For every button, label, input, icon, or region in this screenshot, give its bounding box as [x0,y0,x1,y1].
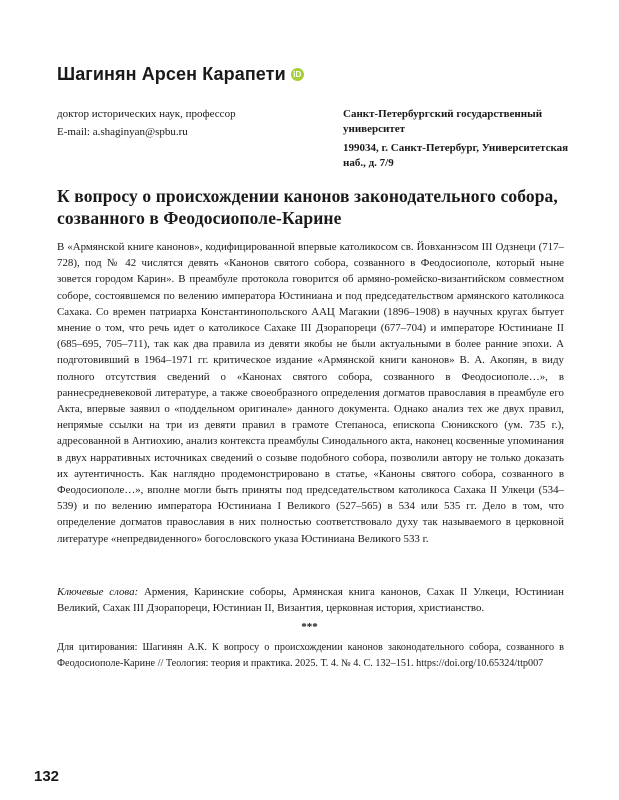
article-title: К вопросу о происхождении канонов законодательного собора, созванного в Феодосиополе-Карине [57,185,572,229]
author-degree: доктор исторических наук, профессор [57,107,236,122]
keywords-text: Армения, Каринские соборы, Армянская книга канонов, Сахак II Улкеци, Юстиниан Великий, Сахак III Дзорапореци, Юстиниан II, Византия, церковная история, христианство. [57,586,564,614]
page-number: 132 [34,768,59,785]
citation: Для цитирования: Шагинян А.К. К вопросу о происхождении канонов законодательного собора, созванного в Феодосиополе-Карине // Теология: теория и практика. 2025. Т. 4. № 4. С. 132–151. https://doi.org/10.65324/ttp007 [57,640,564,672]
section-separator: *** [0,621,619,633]
author-name-text: Шагинян Арсен Карапети [57,64,286,84]
keywords-label: Ключевые слова: [57,586,138,598]
abstract-text: В «Армянской книге канонов», кодифицированной впервые католикосом св. Йовханнэсом III Одзнеци (717–728), под № 42 числятся девять «Канонов святого собора, созванного в Феодосиополе, который ныне зовется городом Карин». В преамбуле протокола говорится об армяно-ромейско-византийском совместном соборе, состоявшемся по велению императора Юстиниана и под председательством армянского католикоса Сахака. Со времен патриарха Константинопольского ААЦ Магакии (1896–1908) в научных кругах бытует мнение о том, что речь идет о католикосе Сахаке III Дзорапореци (677–704) и императоре Юстиниане II (685–695, 705–711), так как два правила из девяти якобы не были актуальными в более ранние эпохи. А подготовивший в 1964–1971 гг. критическое издание «Армянской книги канонов» В. А. Акопян, в виду полного отсутствия сведений о «Канонах святого собора, созванного в Феодосиополе…», в раннесредневековой литературе, а также своеобразного определения догматов православия в преамбуле его Акта, впервые заявил о «поддельном оригинале» данного документа. Однако анализ тех же двух правил, непрямые ссылки на три из девяти правил в грамоте Степаноса, епископа Сюникского (ум. 735 г.), адресованной в Антиохию, анализ контекста преамбулы Синодального акта, наконец косвенные упоминания в двух нарративных источниках сведений о созыве подобного собора, позволили автору не только доказать их аутентичность. Как наглядно продемонстрировано в статье, «Каноны святого собора, созванного в Феодосиополе…», вполне могли быть приняты под председательством католикоса Сахака II Улкеци (534–539) и по велению императора Юстиниана I Великого (527–565) в 534 или 535 гг. Дело в том, что определение догматов православия в них полностью соответствовало духу так называемого в церковной литературе «непредвиденного» богословского указа Юстиниана Великого 533 г. [57,239,564,547]
keywords [57,584,564,616]
abstract [57,239,564,547]
orcid-icon[interactable]: iD [291,68,304,81]
author-address: 199034, г. Санкт-Петербург, Университетская наб., д. 7/9 [343,141,583,171]
author-email[interactable]: E-mail: a.shaginyan@spbu.ru [57,125,188,140]
author-university: Санкт-Петербургский государственный университет [343,107,583,137]
author-name [57,64,304,85]
